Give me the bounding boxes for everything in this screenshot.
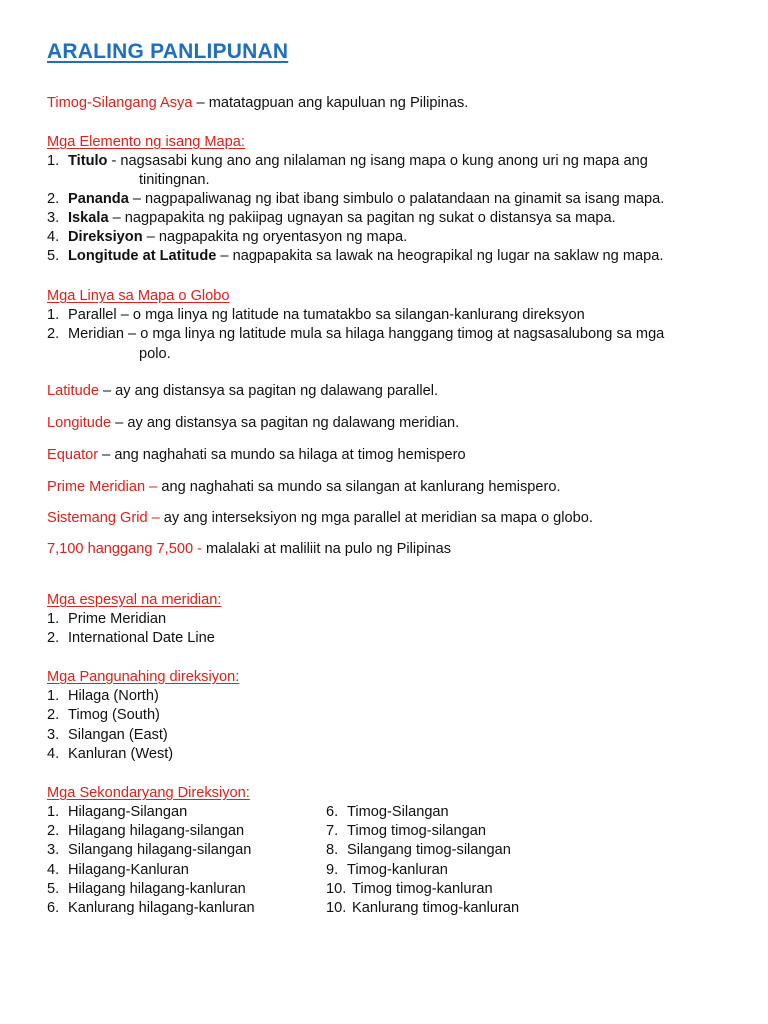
- item-term: Direksiyon: [68, 229, 143, 245]
- list-item: 1. Parallel – o mga linya ng latitude na tumatakbo sa silangan-kanlurang direksyon: [47, 307, 585, 323]
- list-item: 4. Direksiyon – nagpapakita ng oryentasyon ng mapa.: [47, 229, 408, 245]
- list-item: 1. Hilagang-Silangan: [47, 804, 188, 820]
- secondary-directions-heading: Mga Sekondaryang Direksiyon:: [47, 785, 250, 801]
- list-item: 10. Kanlurang timog-kanluran: [326, 900, 520, 916]
- intro-line: [47, 94, 468, 113]
- list-item: 5. Longitude at Latitude – nagpapakita sa lawak na heograpikal ng lugar na saklaw ng mapa.: [47, 248, 664, 264]
- definition-longitude: Longitude – ay ang distansya sa pagitan ng dalawang meridian.: [47, 415, 460, 431]
- definition-equator: Equator – ang naghahati sa mundo sa hilaga at timog hemispero: [47, 447, 466, 463]
- list-item: 3. Iskala – nagpapakita ng pakiipag ugnayan sa pagitan ng sukat o distansya sa mapa.: [47, 210, 616, 226]
- primary-directions-heading: Mga Pangunahing direksiyon:: [47, 669, 240, 685]
- list-item: 2. Pananda – nagpapaliwanag ng ibat ibang simbulo o palatandaan na ginamit sa isang mapa.: [47, 191, 665, 207]
- list-item: 2. Meridian – o mga linya ng latitude mula sa hilaga hanggang timog at nagsasalubong sa mga: [47, 326, 665, 342]
- definition-islands: 7,100 hanggang 7,500 - malalaki at maliliit na pulo ng Pilipinas: [47, 541, 452, 557]
- list-item: 5. Hilagang hilagang-kanluran: [47, 881, 246, 897]
- list-item: 10. Timog timog-kanluran: [326, 881, 493, 897]
- list-item-continuation: tinitingnan.: [139, 172, 210, 188]
- list-item: 4. Hilagang-Kanluran: [47, 862, 189, 878]
- list-item: 4. Kanluran (West): [47, 746, 174, 762]
- special-meridians-heading: Mga espesyal na meridian:: [47, 592, 222, 608]
- intro-text: – matatagpuan ang kapuluan ng Pilipinas.: [192, 95, 469, 111]
- definition-prime-meridian: Prime Meridian – ang naghahati sa mundo sa silangan at kanlurang hemispero.: [47, 479, 561, 495]
- list-item: 8. Silangang timog-silangan: [326, 842, 511, 858]
- list-item-continuation: polo.: [139, 346, 171, 362]
- list-item: 9. Timog-kanluran: [326, 862, 448, 878]
- list-item: 3. Silangan (East): [47, 727, 168, 743]
- page-title: ARALING PANLIPUNAN: [47, 40, 289, 63]
- item-term: Titulo: [68, 153, 108, 169]
- list-item: 6. Timog-Silangan: [326, 804, 449, 820]
- item-term: Longitude at Latitude: [68, 248, 217, 264]
- list-item: 1. Hilaga (North): [47, 688, 159, 704]
- elements-heading: Mga Elemento ng isang Mapa:: [47, 134, 245, 150]
- definition-latitude: Latitude – ay ang distansya sa pagitan ng dalawang parallel.: [47, 383, 439, 399]
- list-item: 1. Titulo - nagsasabi kung ano ang nilalaman ng isang mapa o kung anong uri ng mapa ang: [47, 153, 648, 169]
- item-term: Pananda: [68, 191, 129, 207]
- definition-grid: Sistemang Grid – ay ang interseksiyon ng mga parallel at meridian sa mapa o globo.: [47, 510, 593, 526]
- list-item: 2. International Date Line: [47, 630, 215, 646]
- list-item: 3. Silangang hilagang-silangan: [47, 842, 252, 858]
- list-item: 6. Kanlurang hilagang-kanluran: [47, 900, 255, 916]
- lines-heading: Mga Linya sa Mapa o Globo: [47, 288, 230, 304]
- list-item: 1. Prime Meridian: [47, 611, 167, 627]
- list-item: 2. Hilagang hilagang-silangan: [47, 823, 245, 839]
- item-term: Iskala: [68, 210, 109, 226]
- list-item: 2. Timog (South): [47, 707, 160, 723]
- list-item: 7. Timog timog-silangan: [326, 823, 486, 839]
- intro-term: Timog-Silangang Asya: [47, 95, 193, 111]
